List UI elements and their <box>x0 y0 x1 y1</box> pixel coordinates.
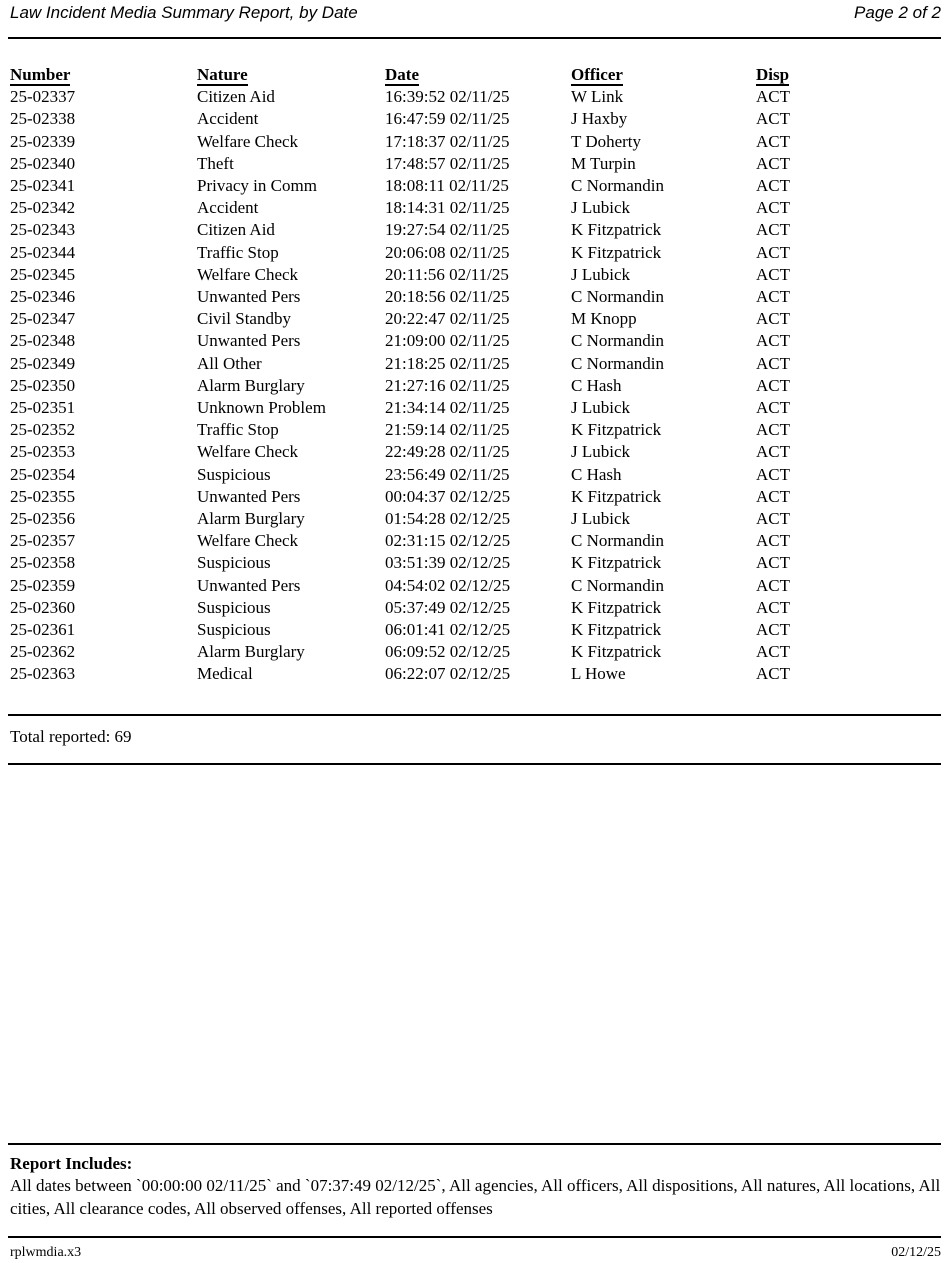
table-cell: ACT <box>756 531 790 551</box>
table-cell: Unknown Problem <box>197 398 326 418</box>
table-cell: 17:18:37 02/11/25 <box>385 131 510 151</box>
table-cell: 25-02337 <box>10 87 76 107</box>
table-cell: 25-02357 <box>10 531 76 551</box>
table-cell: 25-02355 <box>10 486 76 506</box>
table-cell: C Hash <box>571 375 622 395</box>
table-cell: K Fitzpatrick <box>571 420 662 440</box>
table-cell: C Normandin <box>571 531 665 551</box>
table-cell: 25-02339 <box>10 131 76 151</box>
table-cell: J Haxby <box>571 109 628 129</box>
column-header: Officer <box>571 65 623 84</box>
table-cell: C Normandin <box>571 575 665 595</box>
table-cell: 06:09:52 02/12/25 <box>385 642 511 662</box>
table-cell: 20:22:47 02/11/25 <box>385 309 510 329</box>
table-cell: 25-02347 <box>10 309 76 329</box>
table-cell: 25-02354 <box>10 464 76 484</box>
table-cell: J Lubick <box>571 509 631 529</box>
report-includes-body: All dates between `00:00:00 02/11/25` and `07:37:49 02/12/25`, All agencies, All officers, All dispositions, All natures, All locations, All cities, All clearance codes, All observed offenses, All reported offenses <box>10 1176 941 1218</box>
table-cell: ACT <box>756 309 790 329</box>
table-cell: 25-02360 <box>10 597 76 617</box>
table-cell: 20:06:08 02/11/25 <box>385 242 510 262</box>
table-cell: 16:39:52 02/11/25 <box>385 87 510 107</box>
table-cell: C Normandin <box>571 287 665 307</box>
divider-total-bottom <box>8 763 941 765</box>
incident-table <box>10 64 941 686</box>
table-cell: 05:37:49 02/12/25 <box>385 597 511 617</box>
table-cell: 25-02342 <box>10 198 76 218</box>
table-cell: 16:47:59 02/11/25 <box>385 109 510 129</box>
table-cell: Theft <box>197 153 234 173</box>
table-cell: ACT <box>756 575 790 595</box>
table-cell: W Link <box>571 87 624 107</box>
table-cell: 17:48:57 02/11/25 <box>385 153 510 173</box>
table-cell: ACT <box>756 287 790 307</box>
table-cell: C Normandin <box>571 331 665 351</box>
table-cell: ACT <box>756 153 790 173</box>
table-cell: ACT <box>756 242 790 262</box>
table-cell: C Hash <box>571 464 622 484</box>
table-cell: 00:04:37 02/12/25 <box>385 486 511 506</box>
table-cell: Welfare Check <box>197 264 299 284</box>
table-cell: 19:27:54 02/11/25 <box>385 220 510 240</box>
table-cell: ACT <box>756 664 790 684</box>
column-header: Date <box>385 65 419 84</box>
table-cell: Alarm Burglary <box>197 509 305 529</box>
table-cell: Welfare Check <box>197 531 299 551</box>
table-cell: 25-02352 <box>10 420 76 440</box>
report-footer <box>10 1245 941 1261</box>
table-cell: K Fitzpatrick <box>571 620 662 640</box>
table-cell: 25-02353 <box>10 442 76 462</box>
table-cell: M Turpin <box>571 153 636 173</box>
table-cell: 06:01:41 02/12/25 <box>385 620 511 640</box>
table-cell: Suspicious <box>197 464 271 484</box>
table-cell: 25-02343 <box>10 220 76 240</box>
table-cell: ACT <box>756 442 790 462</box>
divider-footer <box>8 1236 941 1238</box>
table-cell: Citizen Aid <box>197 220 275 240</box>
table-cell: 25-02348 <box>10 331 76 351</box>
table-cell: ACT <box>756 620 790 640</box>
table-cell: K Fitzpatrick <box>571 220 662 240</box>
table-cell: 01:54:28 02/12/25 <box>385 509 511 529</box>
column-header: Number <box>10 65 71 84</box>
table-cell: Welfare Check <box>197 131 299 151</box>
table-cell: J Lubick <box>571 264 631 284</box>
table-cell: K Fitzpatrick <box>571 597 662 617</box>
table-cell: ACT <box>756 642 790 662</box>
table-cell: 25-02346 <box>10 287 76 307</box>
table-cell: 25-02340 <box>10 153 76 173</box>
table-cell: 25-02359 <box>10 575 76 595</box>
divider-top <box>8 37 941 39</box>
column-header: Disp <box>756 65 790 84</box>
table-cell: ACT <box>756 109 790 129</box>
table-cell: 25-02358 <box>10 553 76 573</box>
table-cell: J Lubick <box>571 198 631 218</box>
table-cell: K Fitzpatrick <box>571 553 662 573</box>
table-cell: L Howe <box>571 664 626 684</box>
table-cell: Alarm Burglary <box>197 375 305 395</box>
table-cell: ACT <box>756 553 790 573</box>
table-cell: K Fitzpatrick <box>571 642 662 662</box>
table-cell: 25-02350 <box>10 375 76 395</box>
page-indicator: Page 2 of 2 <box>854 3 941 22</box>
table-cell: ACT <box>756 509 790 529</box>
table-cell: M Knopp <box>571 309 637 329</box>
report-header <box>10 2 941 24</box>
table-cell: ACT <box>756 398 790 418</box>
table-cell: ACT <box>756 176 790 196</box>
table-cell: Privacy in Comm <box>197 176 317 196</box>
table-cell: Accident <box>197 198 259 218</box>
table-cell: 25-02344 <box>10 242 76 262</box>
table-cell: ACT <box>756 87 790 107</box>
table-cell: 25-02345 <box>10 264 76 284</box>
report-title: Law Incident Media Summary Report, by Date <box>10 3 358 22</box>
table-cell: Civil Standby <box>197 309 291 329</box>
table-cell: Citizen Aid <box>197 87 275 107</box>
table-cell: ACT <box>756 486 790 506</box>
table-cell: 21:59:14 02/11/25 <box>385 420 510 440</box>
table-cell: 25-02351 <box>10 398 76 418</box>
table-cell: ACT <box>756 264 790 284</box>
table-cell: All Other <box>197 353 262 373</box>
table-cell: ACT <box>756 198 790 218</box>
table-cell: Unwanted Pers <box>197 575 301 595</box>
table-cell: Traffic Stop <box>197 420 279 440</box>
table-cell: 03:51:39 02/12/25 <box>385 553 511 573</box>
table-cell: Welfare Check <box>197 442 299 462</box>
table-cell: C Normandin <box>571 176 665 196</box>
table-cell: 06:22:07 02/12/25 <box>385 664 511 684</box>
table-cell: 20:18:56 02/11/25 <box>385 287 510 307</box>
report-includes-heading: Report Includes: <box>10 1154 133 1173</box>
footer-report-id: rplwmdia.x3 <box>10 1245 82 1260</box>
table-cell: Suspicious <box>197 597 271 617</box>
table-cell: 21:34:14 02/11/25 <box>385 398 510 418</box>
table-cell: 04:54:02 02/12/25 <box>385 575 511 595</box>
table-cell: Alarm Burglary <box>197 642 305 662</box>
table-cell: Unwanted Pers <box>197 486 301 506</box>
table-cell: 23:56:49 02/11/25 <box>385 464 510 484</box>
table-cell: K Fitzpatrick <box>571 242 662 262</box>
table-cell: K Fitzpatrick <box>571 486 662 506</box>
footer-date: 02/12/25 <box>891 1245 941 1260</box>
table-cell: Accident <box>197 109 259 129</box>
table-cell: ACT <box>756 131 790 151</box>
table-cell: 02:31:15 02/12/25 <box>385 531 511 551</box>
table-cell: 25-02362 <box>10 642 76 662</box>
table-cell: Traffic Stop <box>197 242 279 262</box>
table-cell: Medical <box>197 664 253 684</box>
table-cell: Unwanted Pers <box>197 331 301 351</box>
table-cell: 18:14:31 02/11/25 <box>385 198 510 218</box>
table-cell: J Lubick <box>571 398 631 418</box>
report-includes-section <box>10 1153 941 1220</box>
table-cell: Unwanted Pers <box>197 287 301 307</box>
table-cell: 21:09:00 02/11/25 <box>385 331 510 351</box>
total-reported: Total reported: 69 <box>10 727 132 746</box>
table-cell: 20:11:56 02/11/25 <box>385 264 509 284</box>
table-cell: 25-02361 <box>10 620 76 640</box>
table-cell: 25-02356 <box>10 509 76 529</box>
divider-total-top <box>8 714 941 716</box>
table-cell: 18:08:11 02/11/25 <box>385 176 509 196</box>
table-cell: 22:49:28 02/11/25 <box>385 442 510 462</box>
table-cell: 25-02363 <box>10 664 76 684</box>
table-cell: ACT <box>756 375 790 395</box>
table-cell: ACT <box>756 353 790 373</box>
table-cell: 25-02338 <box>10 109 76 129</box>
table-cell: 21:27:16 02/11/25 <box>385 375 510 395</box>
column-header: Nature <box>197 65 248 84</box>
table-cell: C Normandin <box>571 353 665 373</box>
table-cell: ACT <box>756 220 790 240</box>
table-cell: ACT <box>756 597 790 617</box>
table-cell: 25-02341 <box>10 176 76 196</box>
table-cell: T Doherty <box>571 131 642 151</box>
table-cell: ACT <box>756 464 790 484</box>
table-cell: ACT <box>756 420 790 440</box>
table-cell: 25-02349 <box>10 353 76 373</box>
table-cell: Suspicious <box>197 553 271 573</box>
table-cell: Suspicious <box>197 620 271 640</box>
table-cell: ACT <box>756 331 790 351</box>
table-cell: J Lubick <box>571 442 631 462</box>
table-cell: 21:18:25 02/11/25 <box>385 353 510 373</box>
divider-includes-top <box>8 1143 941 1145</box>
